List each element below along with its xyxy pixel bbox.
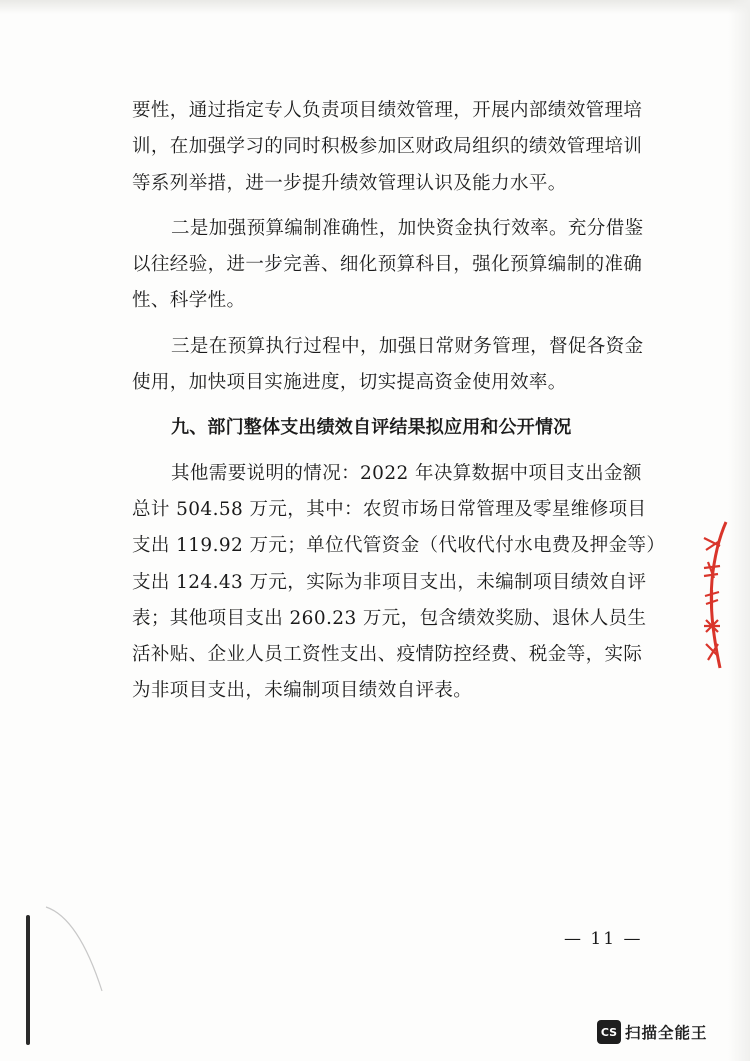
section-heading-text: 九、部门整体支出绩效自评结果拟应用和公开情况 xyxy=(171,417,572,439)
text-line: 为非项目支出，未编制项目绩效自评表。 xyxy=(132,680,473,702)
scan-shadow-curve xyxy=(44,905,124,995)
text-line: 二是加强预算编制准确性，加快资金执行效率。充分借鉴 xyxy=(171,217,644,239)
camscanner-logo-icon: CS xyxy=(597,1020,621,1044)
text-line: 支出 124.43 万元，实际为非项目支出，未编制项目绩效自评 xyxy=(132,571,647,593)
text-line: 等系列举措，进一步提升绩效管理认识及能力水平。 xyxy=(132,172,567,194)
text-line: 活补贴、企业人员工资性支出、疫情防控经费、税金等，实际 xyxy=(132,644,643,666)
text-line: 总计 504.58 万元，其中：农贸市场日常管理及零星维修项目 xyxy=(132,498,647,520)
paragraph-budget-execution xyxy=(132,329,644,402)
text-line: 以往经验，进一步完善、细化预算科目，强化预算编制的准确 xyxy=(132,254,643,276)
text-line: 表；其他项目支出 260.23 万元，包含绩效奖励、退休人员生 xyxy=(132,607,647,629)
document-body xyxy=(132,93,666,710)
camscanner-app-name: 扫描全能王 xyxy=(625,1024,708,1042)
page-right-shadow xyxy=(728,0,750,1061)
section-heading-9 xyxy=(132,410,632,446)
text-line: 使用，加快项目实施进度，切实提高资金使用效率。 xyxy=(132,372,567,394)
text-line: 训，在加强学习的同时积极参加区财政局组织的绩效管理培训 xyxy=(132,136,643,158)
text-line: 其他需要说明的情况：2022 年决算数据中项目支出金额 xyxy=(171,462,642,484)
text-line: 性、科学性。 xyxy=(132,290,246,312)
paragraph-continuation xyxy=(132,93,643,202)
paragraph-other-notes xyxy=(132,456,666,710)
page-number: — 11 — xyxy=(564,929,643,949)
text-line: 支出 119.92 万元；单位代管资金（代收代付水电费及押金等） xyxy=(132,535,666,557)
text-line: 要性，通过指定专人负责项目绩效管理，开展内部绩效管理培 xyxy=(132,100,643,121)
page-top-shadow xyxy=(0,0,750,14)
camscanner-watermark xyxy=(597,1020,708,1044)
text-line: 三是在预算执行过程中，加强日常财务管理，督促各资金 xyxy=(171,335,644,357)
scan-edge-mark xyxy=(26,915,30,1045)
paragraph-budget-accuracy xyxy=(132,211,644,320)
red-seal-stamp-fragment xyxy=(700,520,730,670)
